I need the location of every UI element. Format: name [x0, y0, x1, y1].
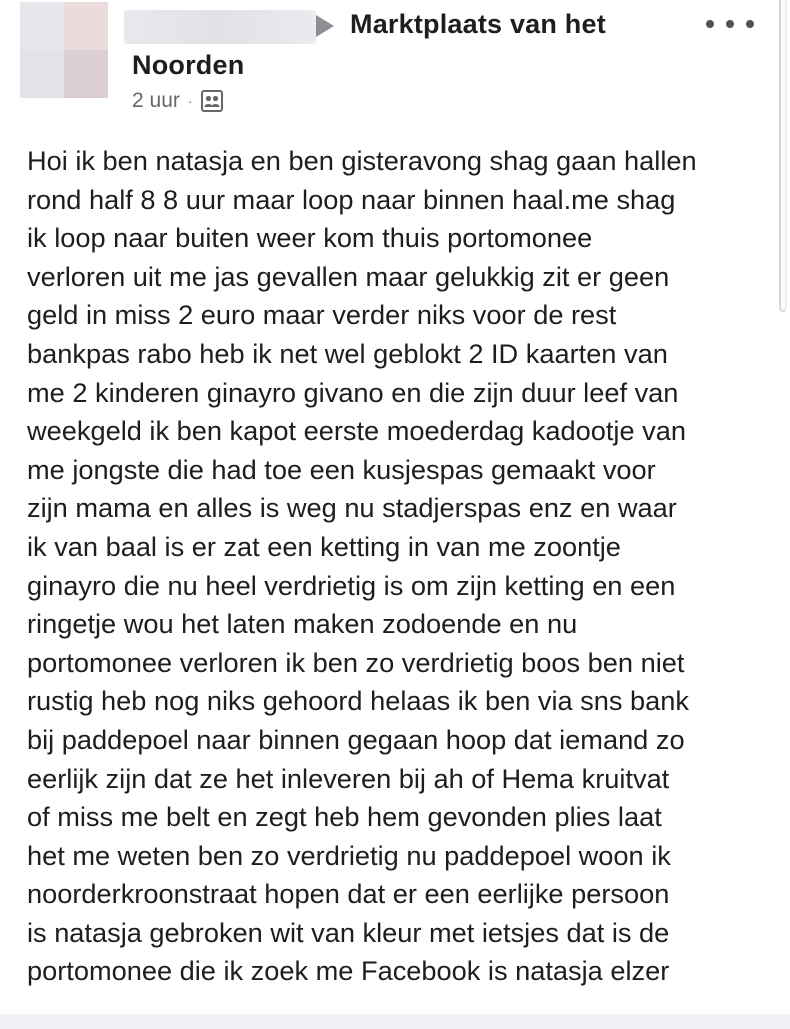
post-text-line: eerlijk zijn dat ze het inleveren bij ah of Hema kruitvat	[27, 762, 670, 794]
post-text-line: noorderkroonstraat hopen dat er een eerlijke persoon	[27, 878, 670, 910]
avatar[interactable]	[20, 2, 108, 98]
post-text-line: weekgeld ik ben kapot eerste moederdag kadootje van	[27, 415, 686, 447]
post-text-line: geld in miss 2 euro maar verder niks voor de rest	[27, 299, 617, 331]
post-text-line: me 2 kinderen ginayro givano en die zijn duur leef van	[27, 376, 679, 408]
post-text-line: me jongste die had toe een kusjespas gemaakt voor	[27, 453, 656, 485]
post-text-line: bij paddepoel naar binnen gegaan hoop dat iemand zo	[27, 723, 685, 755]
post-timestamp-link[interactable]: 2 uur	[132, 89, 180, 112]
post-divider	[0, 1014, 790, 1029]
post-text-line: of miss me belt en zegt heb hem gevonden plies laat	[27, 801, 662, 833]
group-icon	[201, 90, 223, 112]
meta-separator: ·	[187, 93, 193, 109]
avatar-pixel	[64, 2, 108, 50]
post-meta	[132, 86, 223, 116]
post-text-line: zijn mama en alles is weg nu stadjerspas enz en waar	[27, 492, 677, 524]
more-dots-icon	[706, 20, 714, 28]
post-text-line: het me weten ben zo verdrietig nu paddepoel woon ik	[27, 839, 671, 871]
post-text-line: bankpas rabo heb ik net wel geblokt 2 ID kaarten van	[27, 337, 668, 369]
scrollbar-thumb[interactable]	[779, 0, 787, 312]
post-text-line: ringetje wou het laten maken zodoende en nu	[27, 608, 578, 640]
avatar-pixel	[20, 50, 64, 98]
post-text-line: is natasja gebroken wit van kleur met ietsjes dat is de	[27, 916, 670, 948]
more-dots-icon	[746, 20, 754, 28]
post-text-line: rustig heb nog niks gehoord helaas ik ben via sns bank	[27, 685, 689, 717]
post-text-line: verloren uit me jas gevallen maar gelukkig zit er geen	[27, 260, 670, 292]
post-text-line: ik van baal is er zat een ketting in van me zoontje	[27, 530, 621, 562]
post-text-line: portomonee verloren ik ben zo verdrietig boos ben niet	[27, 646, 685, 678]
post-text-line: Hoi ik ben natasja en ben gisteravong shag gaan hallen	[27, 145, 697, 176]
avatar-pixel	[20, 2, 64, 50]
post-text-line: portomonee die ik zoek me Facebook is natasja elzer	[27, 955, 670, 987]
more-dots-icon	[726, 20, 734, 28]
post-text-line: rond half 8 8 uur maar loop naar binnen haal.me shag	[27, 183, 676, 215]
avatar-pixel	[64, 50, 108, 98]
post-text-line: ginayro die nu heel verdrietig is om zijn ketting en een	[27, 569, 676, 601]
scrollbar[interactable]	[776, 0, 790, 312]
post-text-line: ik loop naar buiten weer kom thuis portomonee	[27, 222, 593, 254]
post-body	[27, 142, 789, 991]
more-options-button[interactable]	[706, 11, 754, 37]
group-name-link[interactable]: Marktplaats van het Noorden	[132, 9, 606, 80]
